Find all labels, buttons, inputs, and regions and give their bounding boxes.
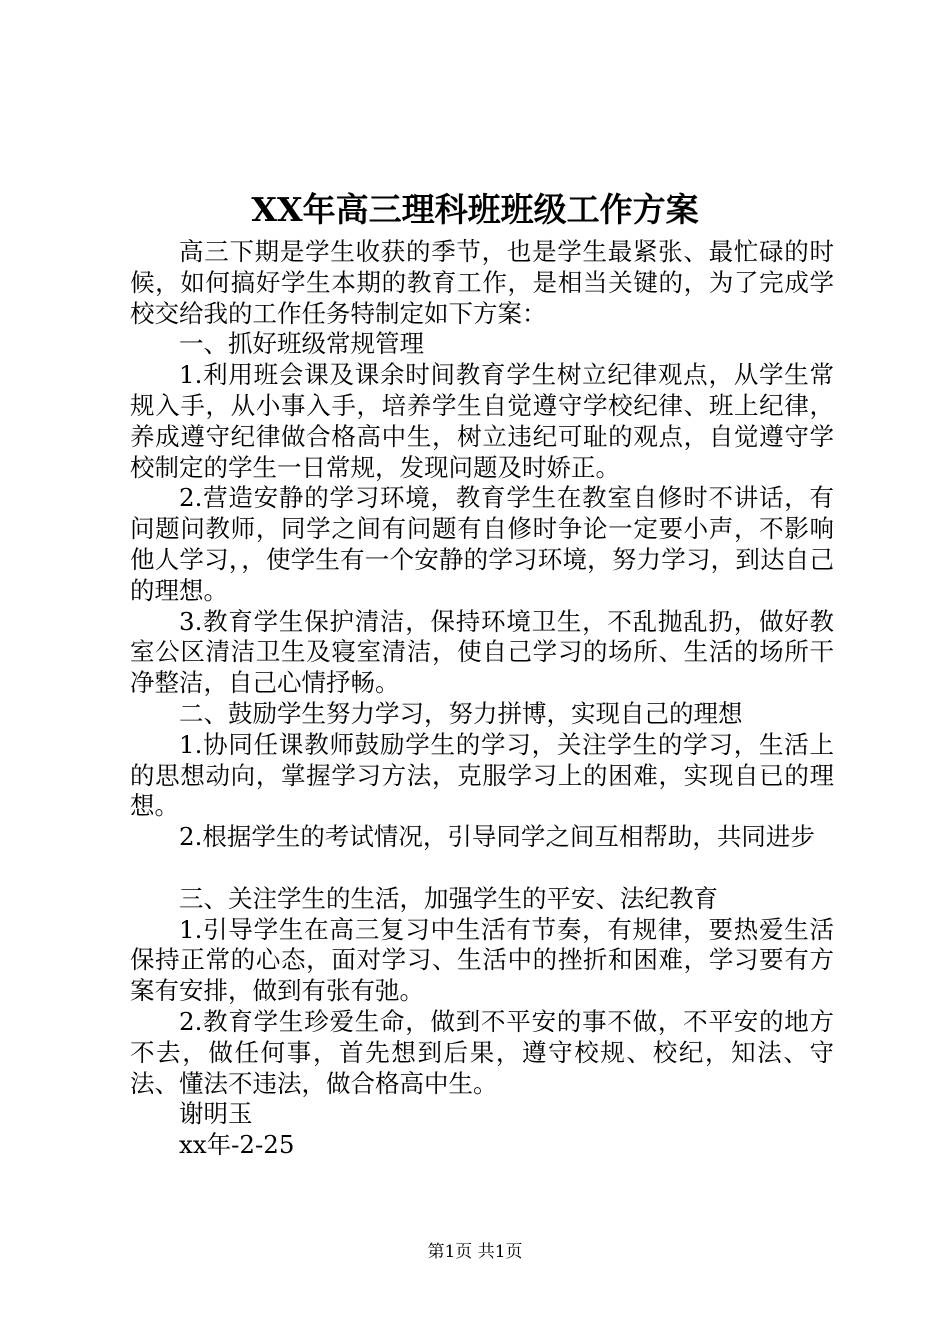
author-name: 谢明玉	[179, 1099, 253, 1129]
paragraph-2-1: 1.协同任课教师鼓励学生的学习，关注学生的学习，生活上的思想动向，掌握学习方法，克服学习上的困难，实现自已的理想。	[130, 729, 834, 821]
blank-line	[130, 853, 834, 884]
document-date: xx年-2-25	[179, 1130, 295, 1160]
paragraph-1-2: 2.营造安静的学习环境，教育学生在教室自修时不讲话，有问题问教师，同学之间有问题有自修时争论一定要小声，不影响他人学习，，使学生有一个安静的学习环境，努力学习，到达自己的理想。	[130, 483, 834, 605]
paragraph-2-2: 2.根据学生的考试情况，引导同学之间互相帮助，共同进步	[179, 822, 815, 852]
paragraph-1-3: 3.教育学生保护清洁，保持环境卫生，不乱抛乱扔，做好教室公区清洁卫生及寝室清洁，使自己学习的场所、生活的场所干净整洁，自己心情抒畅。	[130, 606, 834, 698]
page-footer: 第1页 共1页	[427, 1242, 523, 1262]
section-heading-2: 二、鼓励学生努力学习，努力拼博，实现自己的理想	[179, 698, 743, 728]
document-title: XX年高三理科班班级工作方案	[251, 190, 699, 229]
section-heading-3: 三、关注学生的生活，加强学生的平安、法纪教育	[179, 883, 718, 913]
paragraph-3-1: 1.引导学生在高三复习中生活有节奏，有规律，要热爱生活保持正常的心态，面对学习、生活中的挫折和困难，学习要有方案有安排，做到有张有弛。	[130, 914, 834, 1006]
document-body	[130, 237, 834, 1161]
paragraph-1-1: 1.利用班会课及课余时间教育学生树立纪律观点，从学生常规入手，从小事入手，培养学生自觉遵守学校纪律、班上纪律，养成遵守纪律做合格高中生，树立违纪可耻的观点，自觉遵守学校制定的学生一日常规，发现问题及时娇正。	[130, 360, 834, 482]
section-heading-1: 一、抓好班级常规管理	[179, 329, 424, 359]
paragraph-3-2: 2.教育学生珍爱生命，做到不平安的事不做，不平安的地方不去，做任何事，首先想到后果，遵守校规、校纪，知法、守法、懂法不违法，做合格高中生。	[130, 1006, 834, 1098]
intro-paragraph: 高三下期是学生收获的季节，也是学生最紧张、最忙碌的时候，如何搞好学生本期的教育工作，是相当关键的，为了完成学校交给我的工作任务特制定如下方案：	[130, 237, 834, 328]
